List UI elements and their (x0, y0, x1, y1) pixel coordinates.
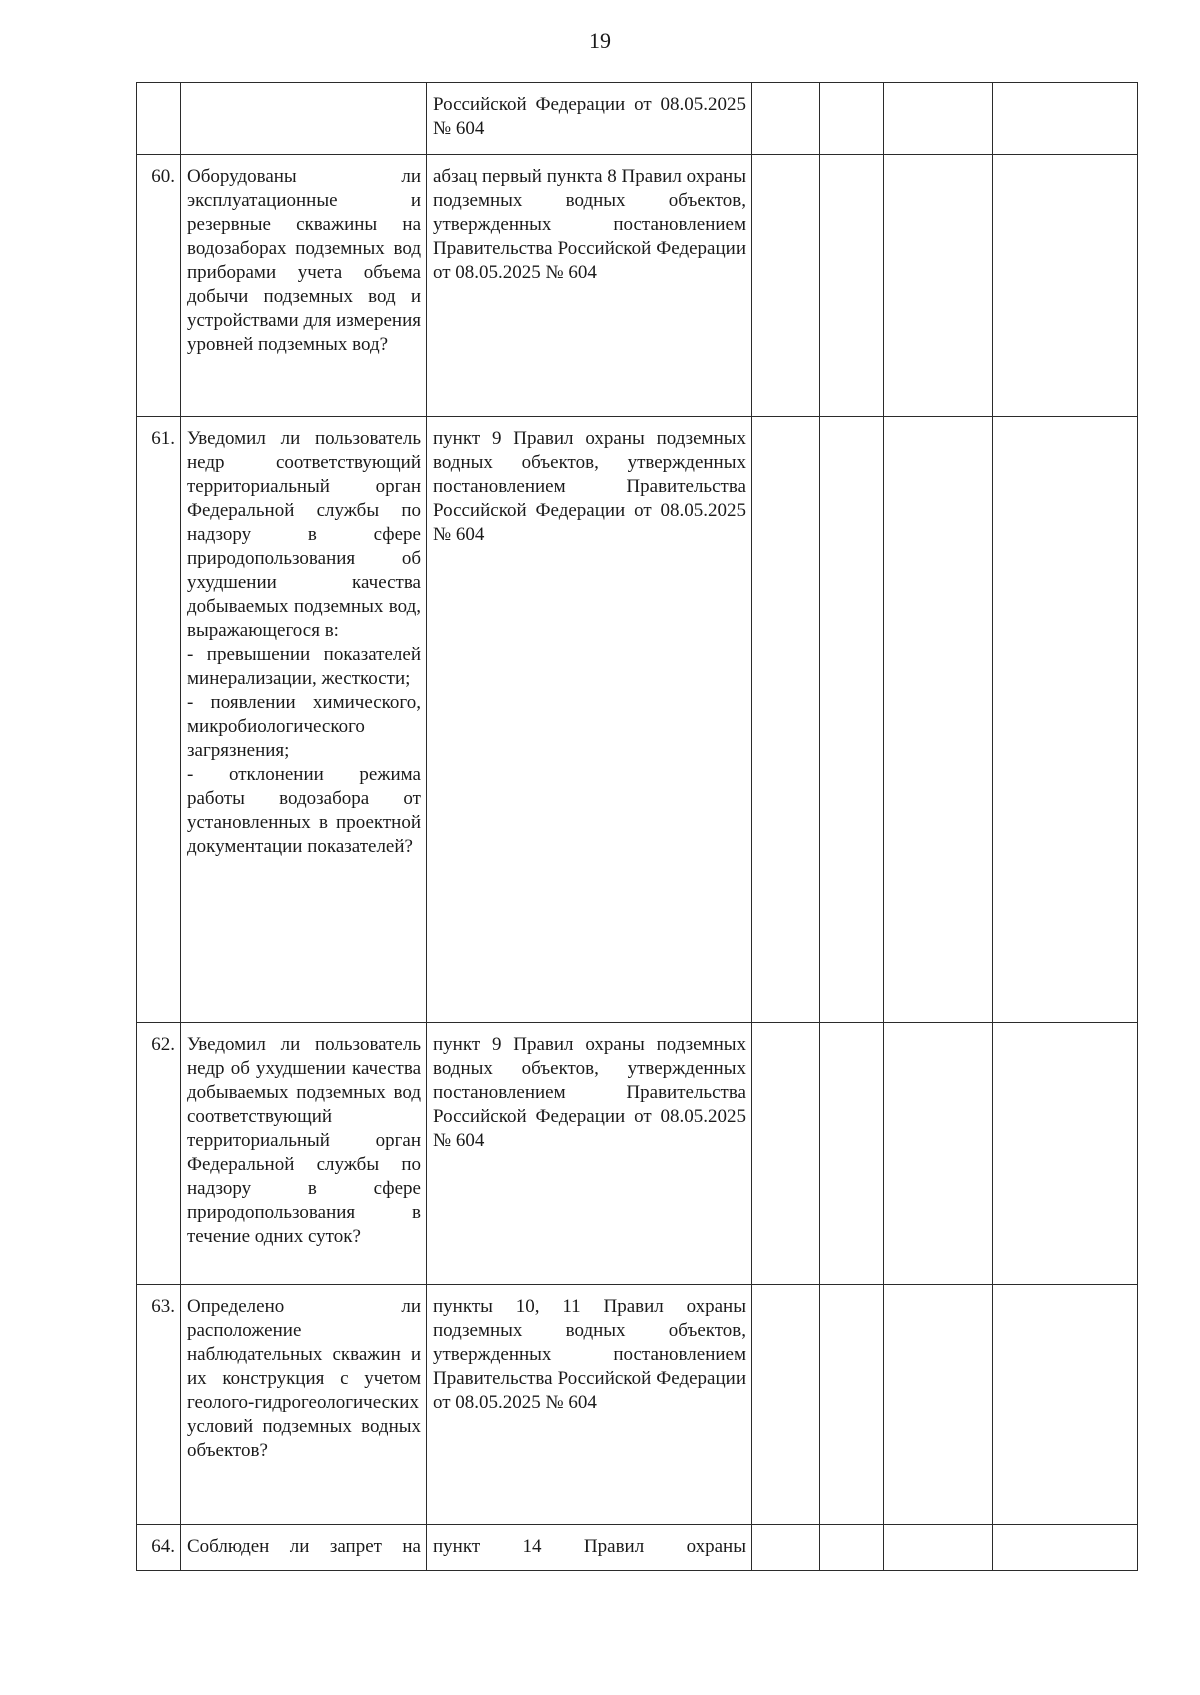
answer-cell (884, 417, 993, 1023)
page-number: 19 (589, 28, 611, 53)
note-cell (993, 83, 1138, 155)
question-item: - появлении химического, микробиологического загрязнения; (187, 692, 421, 761)
table-row (137, 1023, 1138, 1285)
legal-basis-cell: пункт 9 Правил охраны подземных водных объектов, утвержденных постановлением Правительства Российской Федерации от 08.05.2025 № 604 (427, 417, 752, 1023)
answer-cell (884, 83, 993, 155)
question-cell: Соблюден ли запрет на (181, 1525, 427, 1571)
answer-cell (820, 1023, 884, 1285)
note-cell (993, 1285, 1138, 1525)
answer-cell (820, 1525, 884, 1571)
legal-basis-cell: Российской Федерации от 08.05.2025 № 604 (427, 83, 752, 155)
legal-basis-cell: пункт 14 Правил охраны (427, 1525, 752, 1571)
table-row (137, 1525, 1138, 1571)
legal-basis-cell: абзац первый пункта 8 Правил охраны подземных водных объектов, утвержденных постановлением Правительства Российской Федерации от 08.05.2025 № 604 (427, 155, 752, 417)
table-row (137, 1285, 1138, 1525)
row-number: 63. (137, 1285, 181, 1525)
answer-cell (752, 1285, 820, 1525)
answer-cell (752, 417, 820, 1023)
row-number: 61. (137, 417, 181, 1023)
answer-cell (752, 1525, 820, 1571)
question-intro: Уведомил ли пользователь недр соответствующий территориальный орган Федеральной службы по надзору в сфере природопользования об ухудшении качества добываемых подземных вод, выражающегося в: (187, 428, 421, 641)
note-cell (993, 1525, 1138, 1571)
row-number: 62. (137, 1023, 181, 1285)
note-cell (993, 417, 1138, 1023)
answer-cell (752, 1023, 820, 1285)
question-cell (181, 83, 427, 155)
answer-cell (820, 155, 884, 417)
question-cell (181, 417, 427, 1023)
question-cell: Уведомил ли пользователь недр об ухудшении качества добываемых подземных вод соответствующий территориальный орган Федеральной службы по надзору в сфере природопользования в течение одних суток? (181, 1023, 427, 1285)
answer-cell (884, 1525, 993, 1571)
table-row (137, 83, 1138, 155)
row-number: 60. (137, 155, 181, 417)
answer-cell (820, 83, 884, 155)
checklist-table (136, 82, 1138, 1571)
answer-cell (752, 155, 820, 417)
legal-basis-cell: пункты 10, 11 Правил охраны подземных водных объектов, утвержденных постановлением Правительства Российской Федерации от 08.05.2025 № 604 (427, 1285, 752, 1525)
question-cell: Определено ли расположение наблюдательных скважин и их конструкция с учетом геолого-гидрогеологических условий подземных водных объектов? (181, 1285, 427, 1525)
question-cell: Оборудованы ли эксплуатационные и резервные скважины на водозаборах подземных вод приборами учета объема добычи подземных вод и устройствами для измерения уровней подземных вод? (181, 155, 427, 417)
answer-cell (820, 1285, 884, 1525)
table-row (137, 417, 1138, 1023)
question-item: - отклонении режима работы водозабора от установленных в проектной документации показателей? (187, 764, 421, 857)
answer-cell (752, 83, 820, 155)
row-number (137, 83, 181, 155)
answer-cell (884, 1285, 993, 1525)
answer-cell (884, 1023, 993, 1285)
legal-basis-cell: пункт 9 Правил охраны подземных водных объектов, утвержденных постановлением Правительства Российской Федерации от 08.05.2025 № 604 (427, 1023, 752, 1285)
answer-cell (884, 155, 993, 417)
row-number: 64. (137, 1525, 181, 1571)
table-row (137, 155, 1138, 417)
question-item: - превышении показателей минерализации, жесткости; (187, 644, 421, 689)
answer-cell (820, 417, 884, 1023)
note-cell (993, 1023, 1138, 1285)
note-cell (993, 155, 1138, 417)
